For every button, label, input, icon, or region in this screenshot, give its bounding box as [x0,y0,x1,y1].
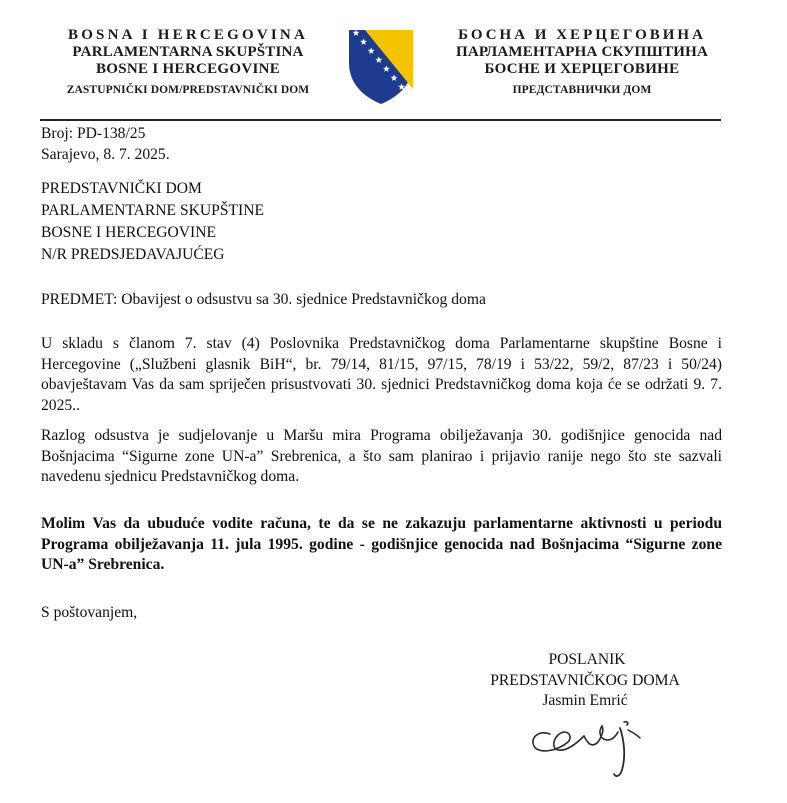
recipient-attention: N/R PREDSJEDAVAJUĆEG [41,246,225,263]
letterhead-house-cyr: ПРЕДСТАВНИЧКИ ДОМ [512,84,652,96]
request-paragraph: Molim Vas da ubuduće vodite računa, te da se ne zakazuju parlamentarne aktivnosti u periodu Programa obilježavanja 11. jula 1995. godine - godišnjice genocida nad Bošnjacima “Sigurne zone UN-a” Srebrenica. [41,515,722,573]
reference-number: Broj: PD-138/25 [41,125,146,142]
letterhead-country-genitive-cyr: БОСНЕ И ХЕРЦЕГОВИНЕ [484,61,680,77]
recipient-line: PREDSTAVNIČKI DOM [41,180,202,197]
recipient-line: PARLAMENTARNE SKUPŠTINE [41,202,265,219]
letterhead-assembly-cyr: ПАРЛАМЕНТАРНА СКУПШТИНА [455,44,709,60]
signatory-name: Jasmin Emrić [542,692,628,709]
signatory-title: POSLANIK [548,651,626,668]
signatory-block [440,650,730,712]
letterhead-assembly: PARLAMENTARNA SKUPŠTINA [72,44,304,60]
letterhead [0,0,787,125]
letterhead-country: BOSNA I HERCEGOVINA [67,27,308,43]
body-paragraph: U skladu s članom 7. stav (4) Poslovnika Predstavničkog doma Parlamentarne skupštine Bosne i Hercegovine („Službeni glasnik BiH“, br. 79/14, 81/15, 97/15, 78/19 i 53/22, 59/2, 87/23 i 50/24) obavještavam Vas da sam spriječen prisustvovati 30. sjednici Predstavničkog doma koja će se održati 9. 7. 2025.. [41,335,722,414]
handwritten-signature [528,718,663,780]
closing-salutation: S poštovanjem, [41,604,138,621]
letterhead-country-cyr: БОСНА И ХЕРЦЕГОВИНА [458,27,706,43]
letterhead-cyrillic [432,27,732,99]
place-date: Sarajevo, 8. 7. 2025. [41,146,170,163]
signatory-title: PREDSTAVNIČKOG DOMA [490,671,680,689]
letterhead-country-genitive: BOSNE I HERCEGOVINE [95,61,281,77]
letterhead-latin [38,27,338,99]
recipient-line: BOSNE I HERCEGOVINE [41,224,216,241]
letterhead-house: ZASTUPNIČKI DOM/PREDSTAVNIČKI DOM [66,84,310,96]
header-divider [40,119,721,121]
subject-line: PREDMET: Obavijest o odsustvu sa 30. sjednice Predstavničkog doma [41,291,486,308]
coat-of-arms-icon [348,29,414,105]
body-paragraph: Razlog odsustva je sudjelovanje u Maršu mira Programa obilježavanja 30. godišnjice genocida nad Bošnjacima “Sigurne zone UN-a” Srebrenica, a što sam planirao i prijavio ranije nego što ste sazvali navedenu sjednicu Predstavničkog doma. [41,427,722,485]
